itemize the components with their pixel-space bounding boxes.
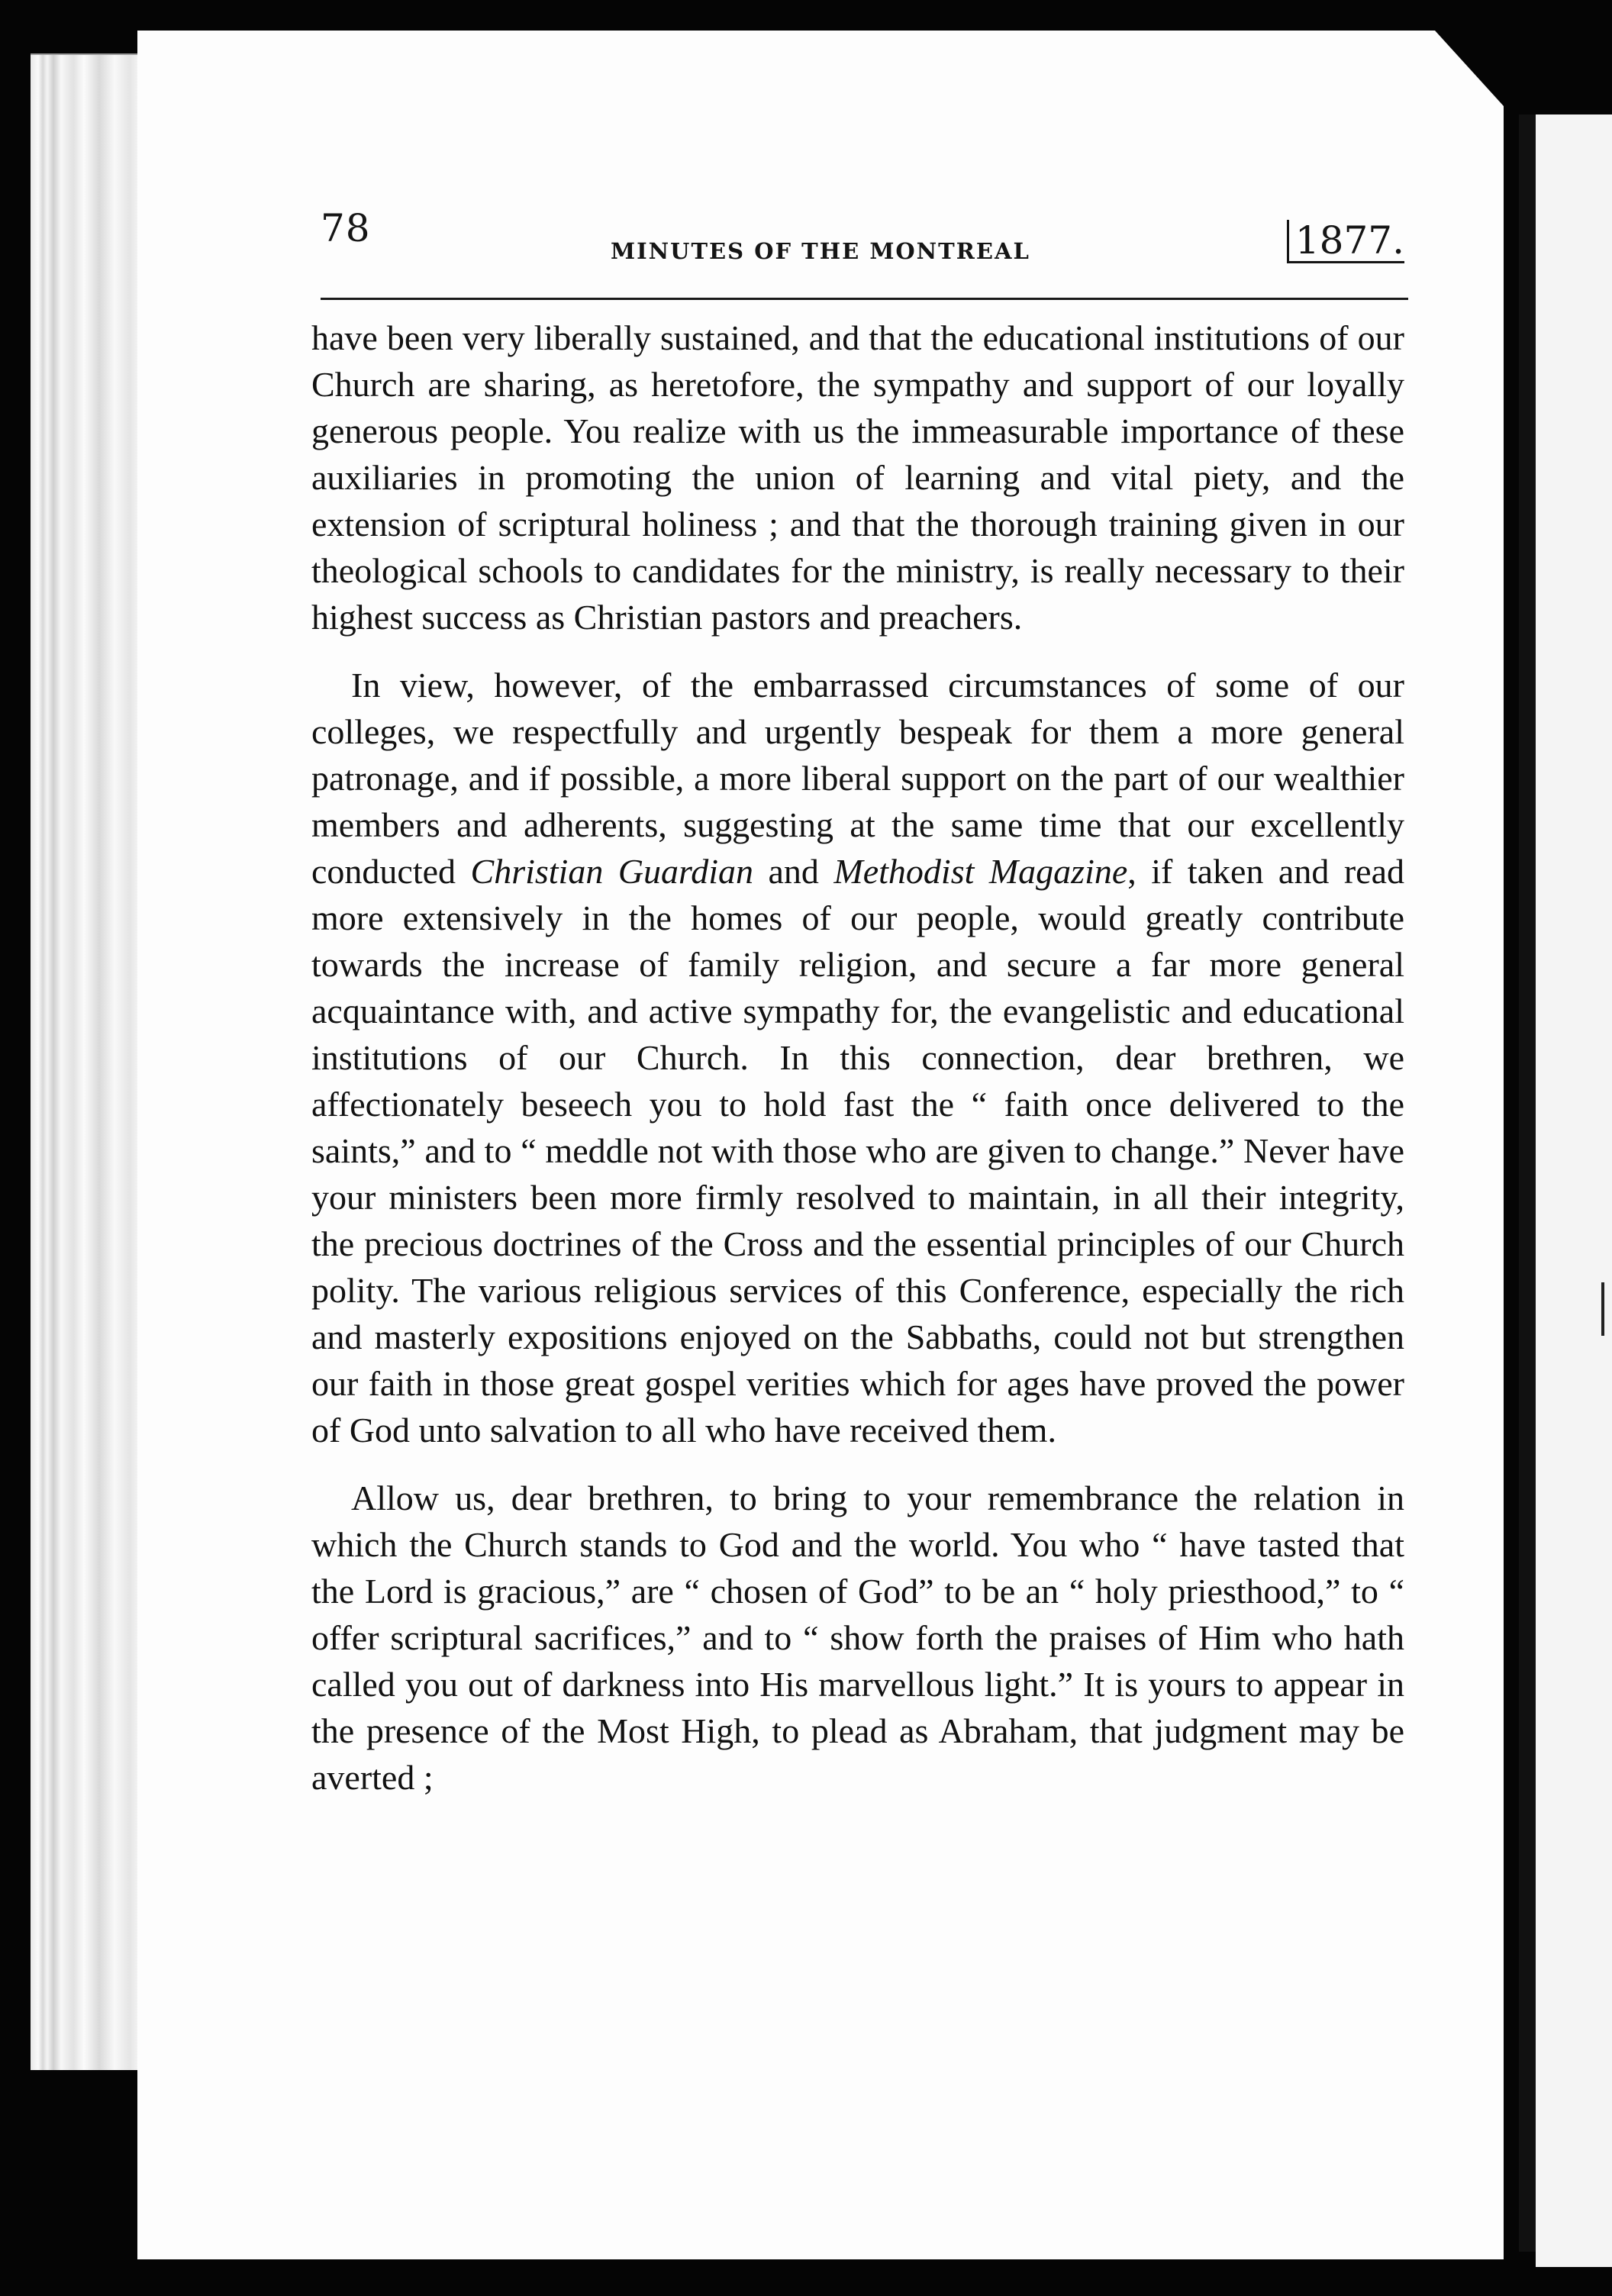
paragraph-2-start: In view, however, of the embarrassed circumstances of some of our colleges, we respectfully and urgently bespeak for them a more general patronage, and if possible, a more liberal support on the part of our wealthier members and adherents, suggesting at the same time that our excellently conducted (311, 666, 1404, 891)
page-corner-fold (1435, 31, 1511, 114)
paragraph-3: Allow us, dear brethren, to bring to your remembrance the relation in which the Church stands to God and the world. You who “ have tasted that the Lord is gracious,” are “ chosen of God” to be an “ holy priesthood,” to “ offer scriptural sacrifices,” and to “ show forth the praises of Him who hath called you out of darkness into His marvellous light.” It is yours to appear in the presence of the Most High, to plead as Abraham, that judgment may be averted ; (311, 1479, 1404, 1797)
paragraph-2-rest: , if taken and read more extensively in the homes of our people, would greatly contribute towards the increase of family religion, and secure a far more general acquaintance with, and active sympathy for, the evangelistic and educational institutions of our Church. In this connection, dear brethren, we affectionately beseech you to hold fast the “ faith once delivered to the saints,” and to “ meddle not with those who are given to change.” Never have your ministers been more firmly resolved to maintain, in all their integrity, the precious doctrines of the Cross and the essential principles of our Church polity. The various religious services of this Conference, especially the rich and masterly expositions enjoyed on the Sabbaths, could not but strengthen our faith in those great gospel verities which for ages have proved the power of God unto salvation to all who have received them. (311, 852, 1404, 1450)
running-header (321, 206, 1404, 290)
paragraph-2 (311, 662, 1404, 1453)
page-body (311, 314, 1404, 1822)
facing-page-mark (1601, 1282, 1604, 1336)
title-christian-guardian: Christian Guardian (470, 852, 754, 891)
book-page-edges (31, 53, 145, 2070)
book-gutter (1519, 114, 1536, 2252)
paragraph-2-and: and (768, 852, 819, 891)
header-rule (321, 298, 1408, 300)
running-title: MINUTES OF THE MONTREAL (611, 238, 1030, 264)
title-methodist-magazine: Methodist Magazine (833, 852, 1128, 891)
paragraph-1: have been very liberally sustained, and that the educational institutions of our Church are sharing, as heretofore, the sympathy and support of our loyally generous people. You realize with us the immeasurable importance of these auxiliaries in promoting the union of learning and vital piety, and the extension of scriptural holiness ; and that the thorough training given in our theological schools to candidates for the ministry, is really necessary to their highest success as Christian pastors and preachers. (311, 318, 1404, 637)
page-number: 78 (321, 206, 371, 250)
header-year: 1877. (1287, 220, 1404, 263)
facing-page-edge (1536, 114, 1612, 2267)
